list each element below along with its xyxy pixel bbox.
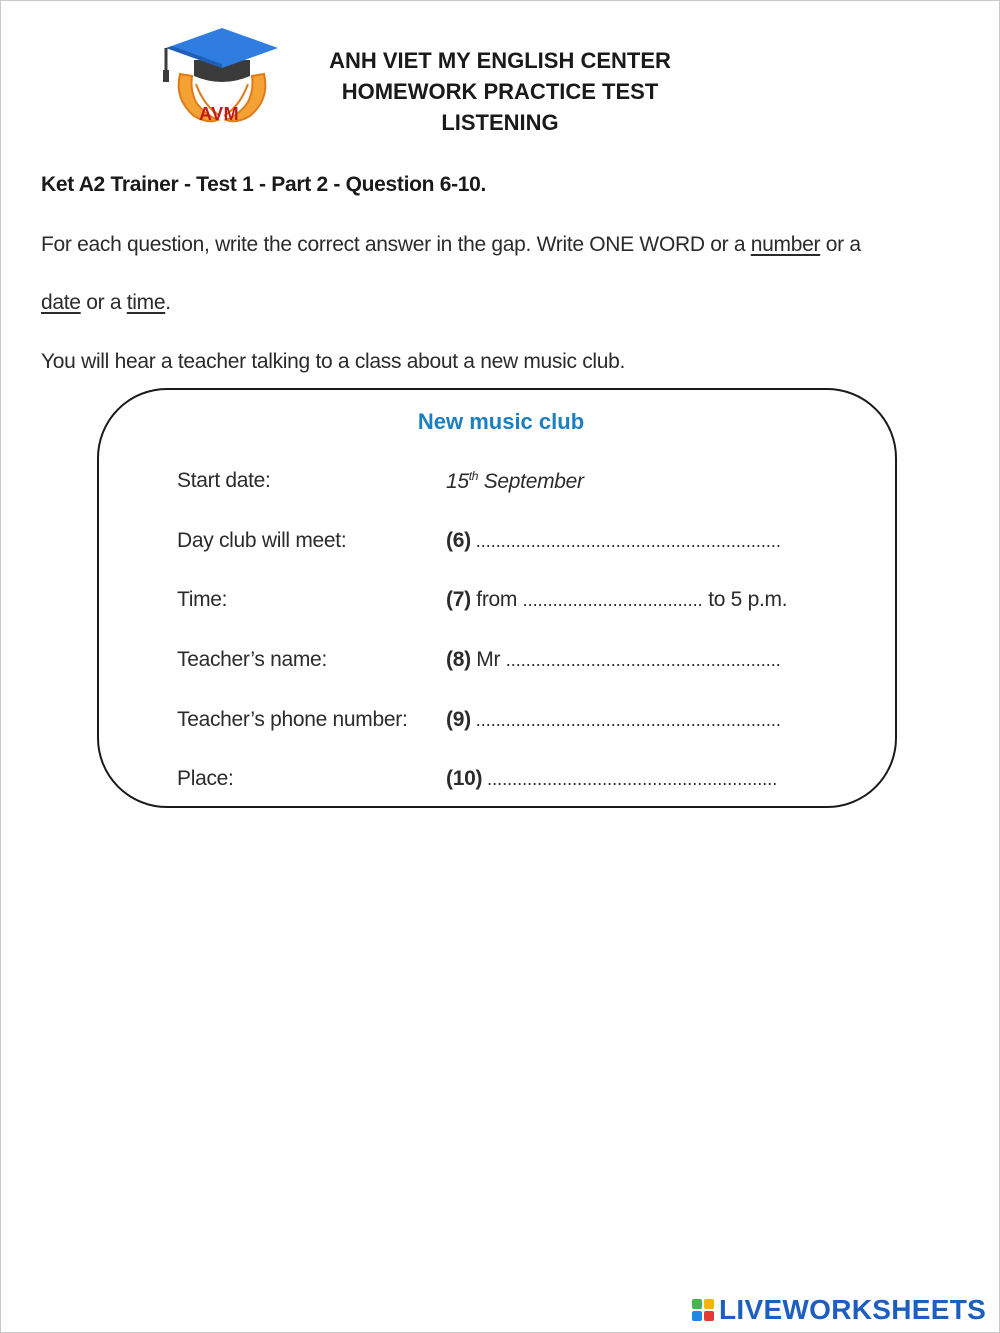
answer-8-row: (8) Mr ....................................................... [446,648,781,671]
place-label: Place: [177,767,234,790]
exercise-title: Ket A2 Trainer - Test 1 - Part 2 - Question 6-10. [41,173,487,196]
instruction-line-2: date or a time. [41,291,171,314]
form-title: New music club [417,409,585,434]
answer-10-gap[interactable]: .......................................................... [482,769,778,789]
day-label: Day club will meet: [177,529,347,552]
answer-6-gap[interactable]: ............................................................. [470,531,781,551]
answer-6-row: (6) ............................................................. [446,529,781,552]
teacher-name-label: Teacher’s name: [177,648,327,671]
test-type: HOMEWORK PRACTICE TEST [341,79,659,104]
start-date-label: Start date: [177,469,271,492]
instruction-line-3: You will hear a teacher talking to a class about a new music club. [41,350,626,373]
brand-text: LIVEWORKSHEETS [719,1294,987,1325]
instruction-line-1: For each question, write the correct answer in the gap. Write ONE WORD or a number or a [41,233,861,256]
answer-10-row: (10) .......................................................... [446,767,778,790]
answer-8-gap[interactable]: ....................................................... [505,650,781,670]
answer-9-row: (9) ............................................................. [446,708,781,731]
answer-7-row: (7) from .................................... to 5 p.m. [446,588,788,611]
answer-9-gap[interactable]: ............................................................. [470,710,781,730]
center-name: ANH VIET MY ENGLISH CENTER [329,48,671,73]
liveworksheets-logo-icon [692,1299,714,1321]
time-label: Time: [177,588,228,611]
logo-text: AVM [199,104,240,124]
start-date-value: 15th September [446,469,584,493]
skill-name: LISTENING [441,110,559,135]
answer-7-gap[interactable]: .................................... [522,590,703,610]
liveworksheets-brand[interactable] [692,1293,986,1327]
phone-label: Teacher’s phone number: [177,708,408,731]
